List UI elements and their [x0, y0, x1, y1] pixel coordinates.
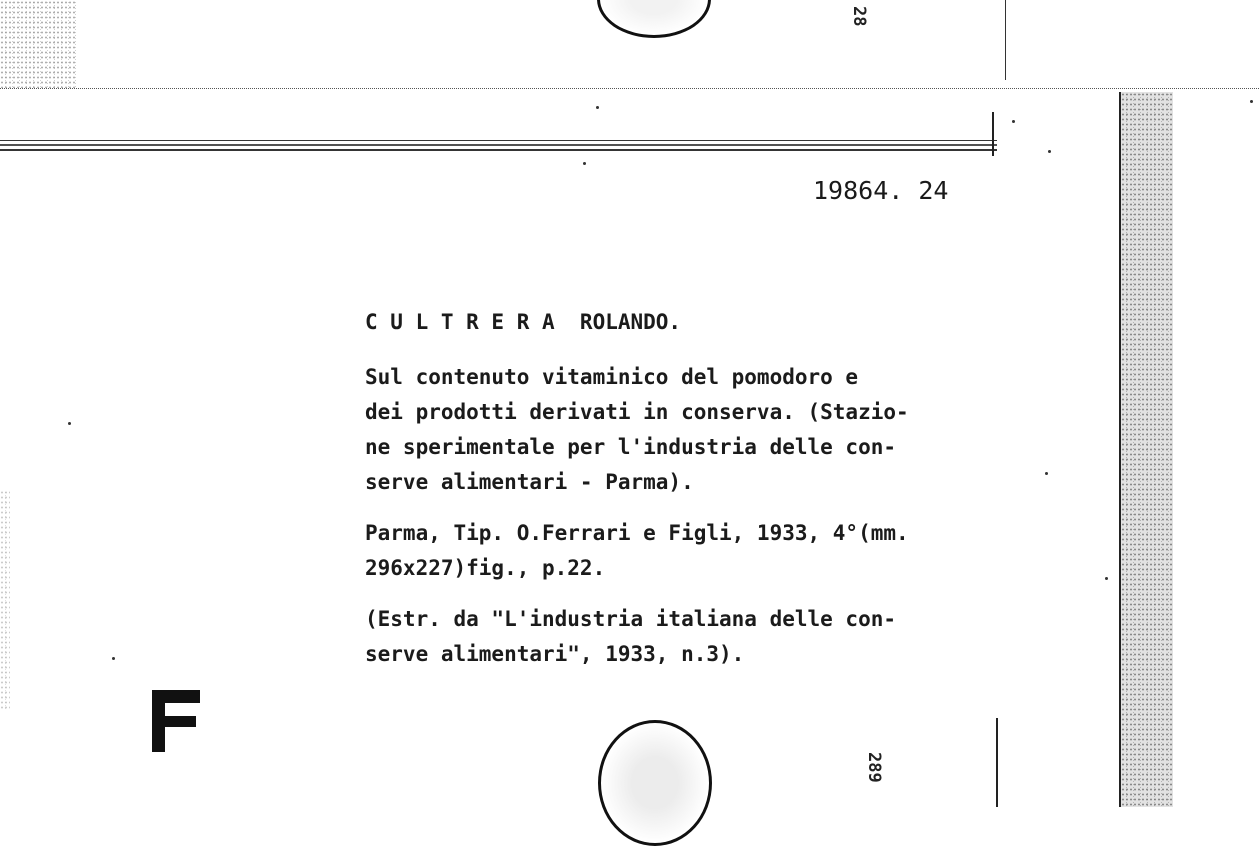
- scan-speck: [1105, 577, 1108, 580]
- note-line: (Estr. da "L'industria italiana delle con-: [365, 607, 897, 631]
- lower-card-edge: [996, 718, 998, 807]
- scan-speck: [112, 657, 115, 660]
- upper-card-edge: [1005, 0, 1006, 80]
- lower-punch-hole: [598, 720, 712, 846]
- upper-punch-hole: [597, 0, 711, 38]
- title-line: serve alimentari - Parma).: [365, 470, 694, 494]
- title-line: Sul contenuto vitaminico del pomodoro e: [365, 365, 859, 389]
- scan-speck: [1048, 150, 1051, 153]
- scan-edge-texture-left-lower: [0, 490, 10, 710]
- scan-edge-texture-left: [0, 0, 76, 88]
- scan-speck: [1045, 472, 1048, 475]
- scan-speck: [583, 162, 586, 165]
- card-torn-edge: [0, 140, 997, 156]
- scan-edge-texture-right: [1121, 92, 1173, 807]
- margin-f-mark: [152, 690, 200, 752]
- scan-speck: [596, 106, 599, 109]
- scan-speck: [68, 422, 71, 425]
- card-text: [365, 305, 1025, 672]
- card-stack-edge: [1119, 92, 1121, 807]
- title-line: ne sperimentale per l'industria delle con-: [365, 435, 897, 459]
- lower-side-number: 289: [864, 752, 884, 783]
- card-top-edge: [0, 88, 1259, 89]
- title-line: dei prodotti derivati in conserva. (Stazio-: [365, 400, 909, 424]
- imprint-line: 296x227)fig., p.22.: [365, 556, 606, 580]
- author-heading: C U L T R E R A ROLANDO.: [365, 310, 682, 334]
- scan-speck: [1012, 120, 1015, 123]
- card-right-edge: [992, 112, 994, 156]
- catalog-number: 19864. 24: [813, 176, 949, 205]
- imprint-line: Parma, Tip. O.Ferrari e Figli, 1933, 4°(mm.: [365, 521, 909, 545]
- scan-speck: [1250, 100, 1253, 103]
- upper-side-number: 28: [849, 6, 869, 27]
- note-line: serve alimentari", 1933, n.3).: [365, 642, 745, 666]
